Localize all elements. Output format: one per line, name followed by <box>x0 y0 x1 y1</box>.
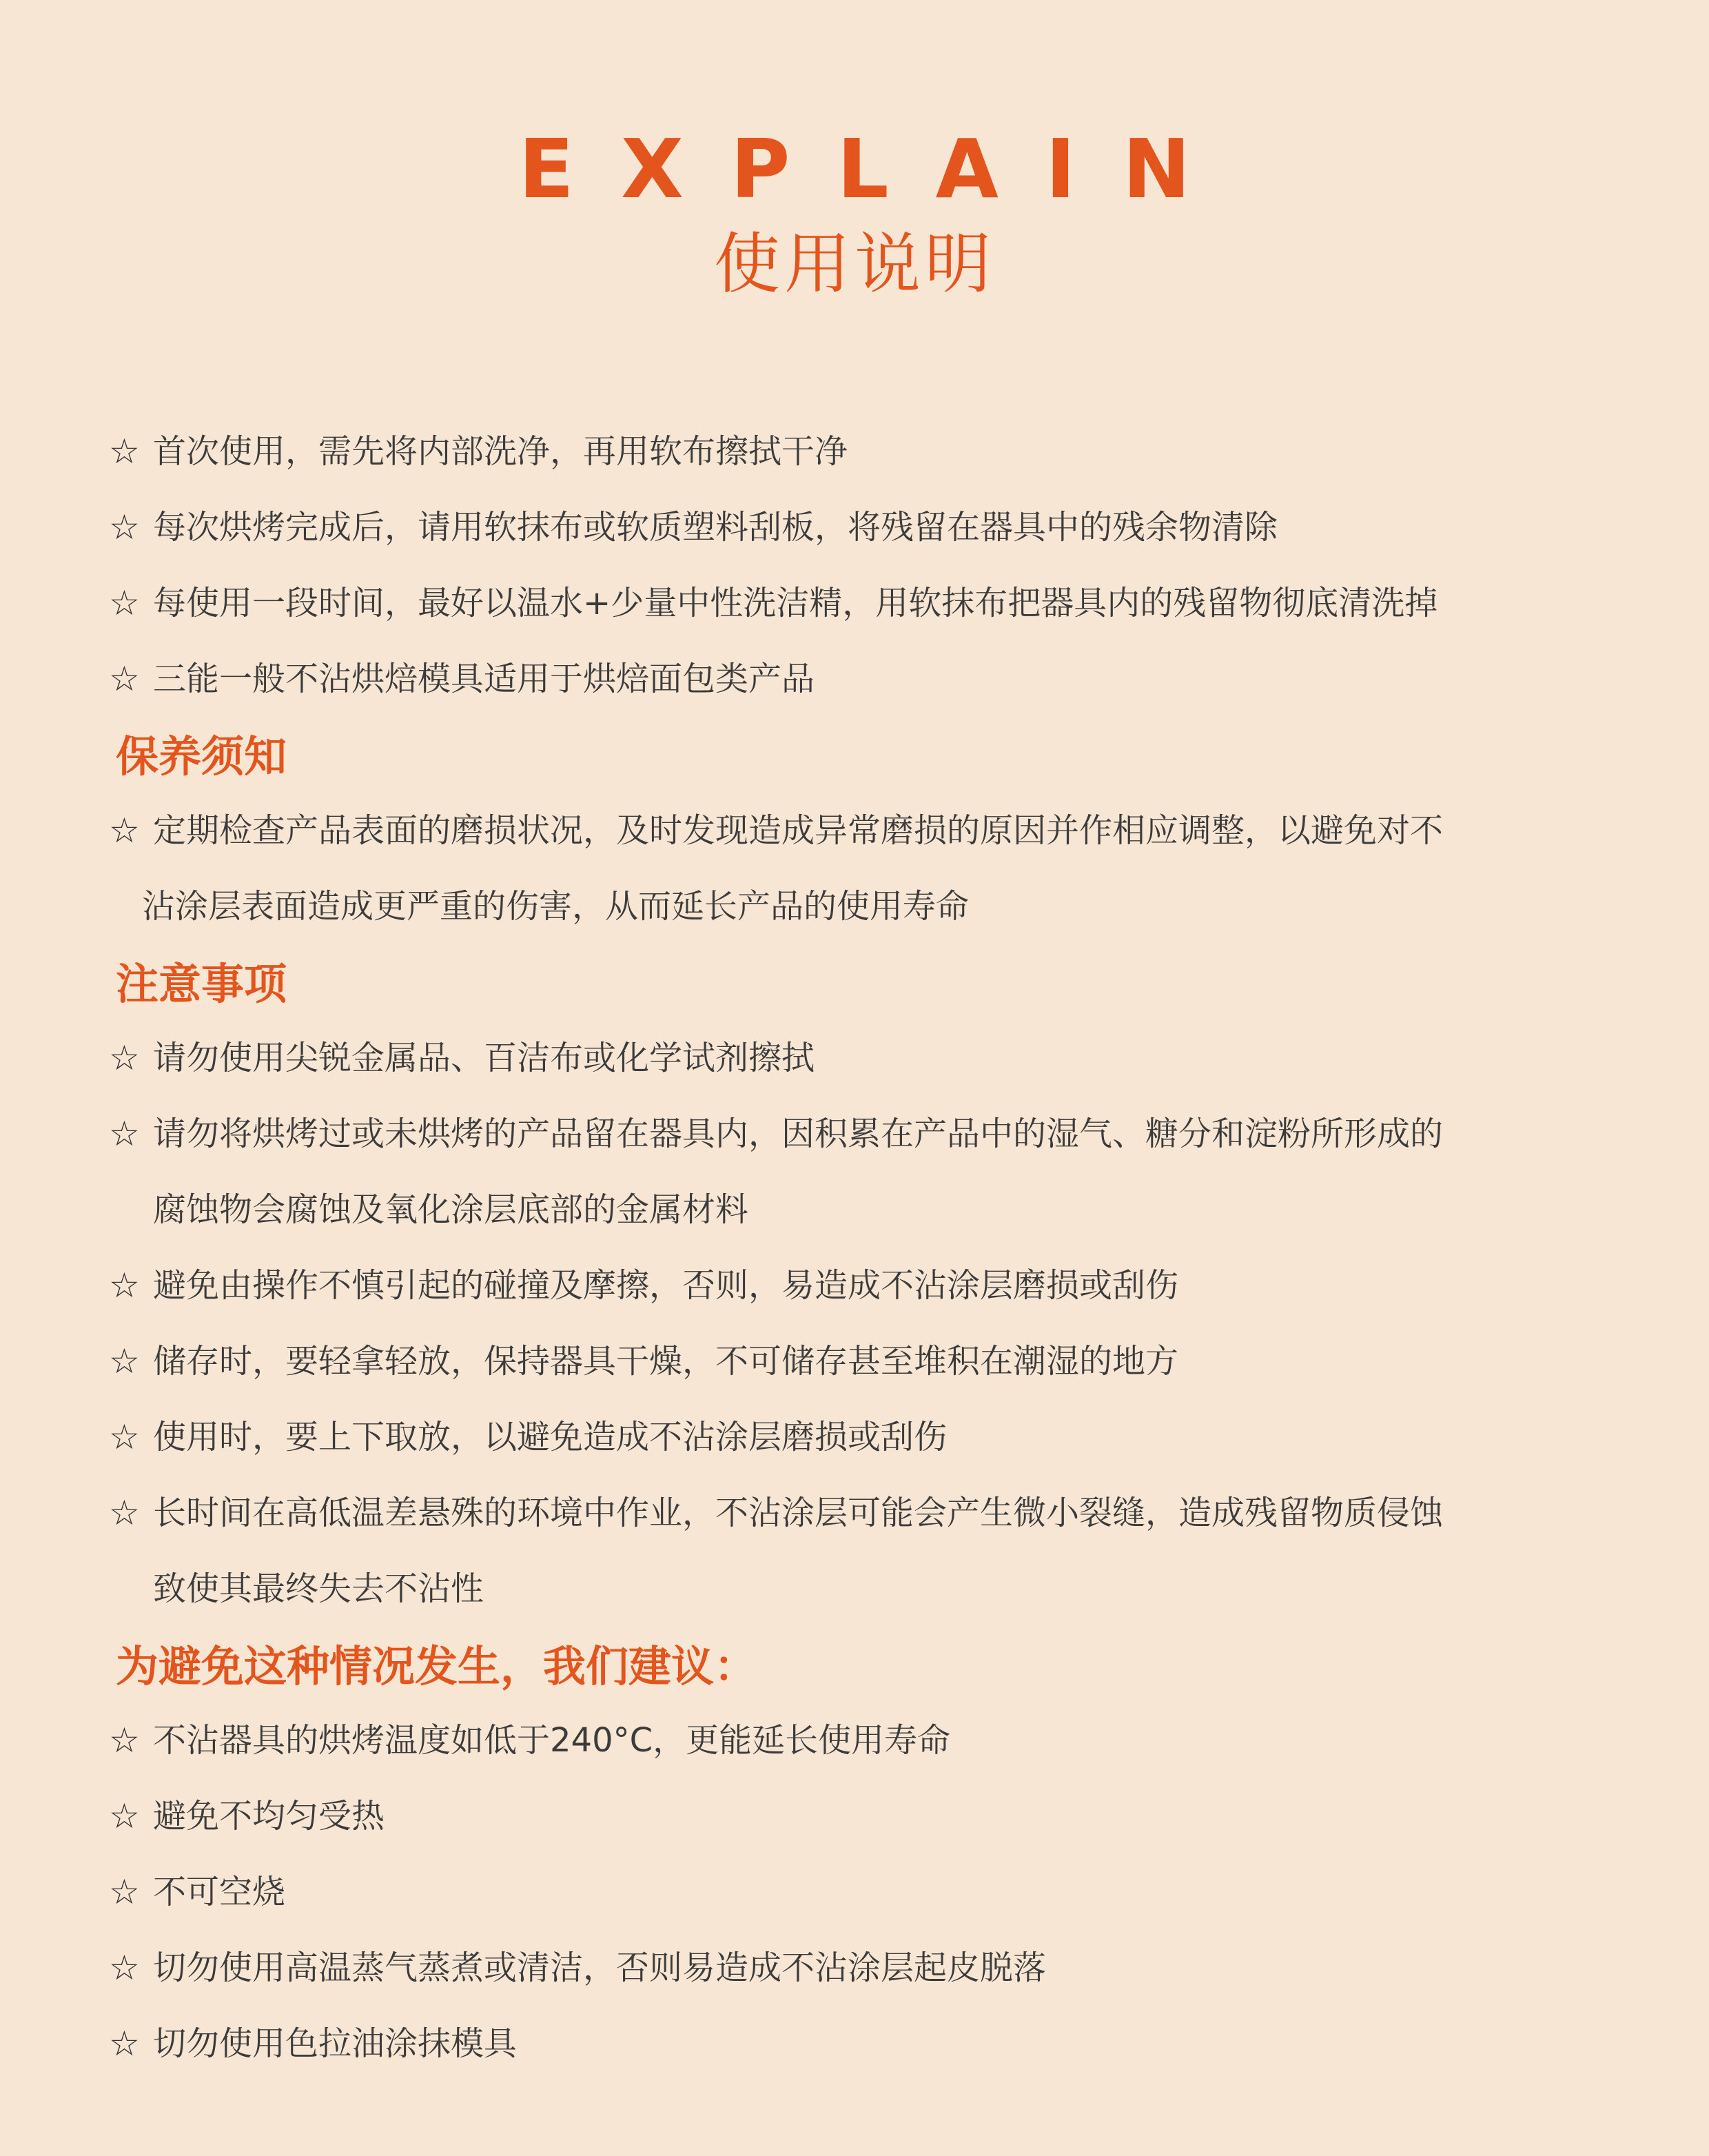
title-english: EXPLAIN <box>518 121 1238 216</box>
note-item <box>109 1399 1639 1475</box>
advice-item <box>109 1778 1639 1854</box>
advice-item-text: 切勿使用色拉油涂抹模具 <box>153 2024 518 2063</box>
maintenance-item-line1: 定期检查产品表面的磨损状况，及时发现造成异常磨损的原因并作相应调整，以避免对不 <box>153 811 1444 850</box>
usage-item-text: 首次使用，需先将内部洗净，再用软布擦拭干净 <box>153 432 848 471</box>
star-icon: ☆ <box>109 507 140 547</box>
note-item-line2: 腐蚀物会腐蚀及氧化涂层底部的金属材料 <box>153 1190 749 1229</box>
title-chinese: 使用说明 <box>714 225 995 303</box>
maintenance-item-line2: 沾涂层表面造成更严重的伤害，从而延长产品的使用寿命 <box>142 887 970 926</box>
note-item <box>109 1475 1639 1627</box>
usage-item <box>109 489 1639 565</box>
star-icon: ☆ <box>109 659 140 699</box>
advice-item <box>109 2006 1639 2082</box>
usage-item-text: 每次烘烤完成后，请用软抹布或软质塑料刮板，将残留在器具中的残余物清除 <box>153 508 1278 547</box>
note-item-text: 使用时，要上下取放，以避免造成不沾涂层磨损或刮伤 <box>153 1418 948 1456</box>
advice-item <box>109 1930 1639 2006</box>
star-icon: ☆ <box>109 1114 140 1154</box>
advice-item <box>109 1854 1639 1930</box>
star-icon: ☆ <box>109 431 140 471</box>
note-item-line1: 请勿将烘烤过或未烘烤的产品留在器具内，因积累在产品中的湿气、糖分和淀粉所形成的 <box>153 1115 1444 1153</box>
star-icon: ☆ <box>109 1038 140 1078</box>
star-icon: ☆ <box>109 1872 140 1912</box>
star-icon: ☆ <box>109 1493 140 1533</box>
star-icon: ☆ <box>109 1796 140 1836</box>
advice-item-text: 不沾器具的烘烤温度如低于240°C，更能延长使用寿命 <box>153 1721 951 1760</box>
instructions-content <box>109 414 1639 2082</box>
star-icon: ☆ <box>109 2024 140 2064</box>
advice-item-text: 切勿使用高温蒸气蒸煮或清洁，否则易造成不沾涂层起皮脱落 <box>153 1949 1047 1987</box>
star-icon: ☆ <box>109 1417 140 1457</box>
note-item-text: 储存时，要轻拿轻放，保持器具干燥，不可储存甚至堆积在潮湿的地方 <box>153 1342 1179 1381</box>
section-title-maintenance: 保养须知 <box>116 731 287 782</box>
star-icon: ☆ <box>109 583 140 623</box>
note-item-text: 避免由操作不慎引起的碰撞及摩擦，否则，易造成不沾涂层磨损或刮伤 <box>153 1266 1179 1305</box>
note-item <box>109 1020 1639 1096</box>
usage-item <box>109 641 1639 717</box>
star-icon: ☆ <box>109 1265 140 1305</box>
star-icon: ☆ <box>109 1948 140 1988</box>
maintenance-item <box>109 793 1639 944</box>
star-icon: ☆ <box>109 1720 140 1760</box>
note-item <box>109 1248 1639 1323</box>
note-item-line1: 长时间在高低温差悬殊的环境中作业，不沾涂层可能会产生微小裂缝，造成残留物质侵蚀 <box>153 1494 1444 1532</box>
usage-item-text: 每使用一段时间，最好以温水+少量中性洗洁精，用软抹布把器具内的残留物彻底清洗掉 <box>153 584 1438 622</box>
usage-item <box>109 414 1639 489</box>
note-item <box>109 1323 1639 1399</box>
page-header <box>0 121 1709 305</box>
note-item-line2: 致使其最终失去不沾性 <box>153 1569 484 1608</box>
usage-item <box>109 565 1639 641</box>
usage-item-text: 三能一般不沾烘焙模具适用于烘焙面包类产品 <box>153 660 815 698</box>
section-title-advice: 为避免这种情况发生，我们建议： <box>116 1641 757 1691</box>
advice-item-text: 不可空烧 <box>153 1873 286 1911</box>
star-icon: ☆ <box>109 811 140 851</box>
note-item-text: 请勿使用尖锐金属品、百洁布或化学试剂擦拭 <box>153 1039 815 1077</box>
star-icon: ☆ <box>109 1341 140 1381</box>
advice-item <box>109 1702 1639 1778</box>
note-item <box>109 1096 1639 1248</box>
section-title-notes: 注意事项 <box>116 959 287 1009</box>
advice-item-text: 避免不均匀受热 <box>153 1797 385 1835</box>
